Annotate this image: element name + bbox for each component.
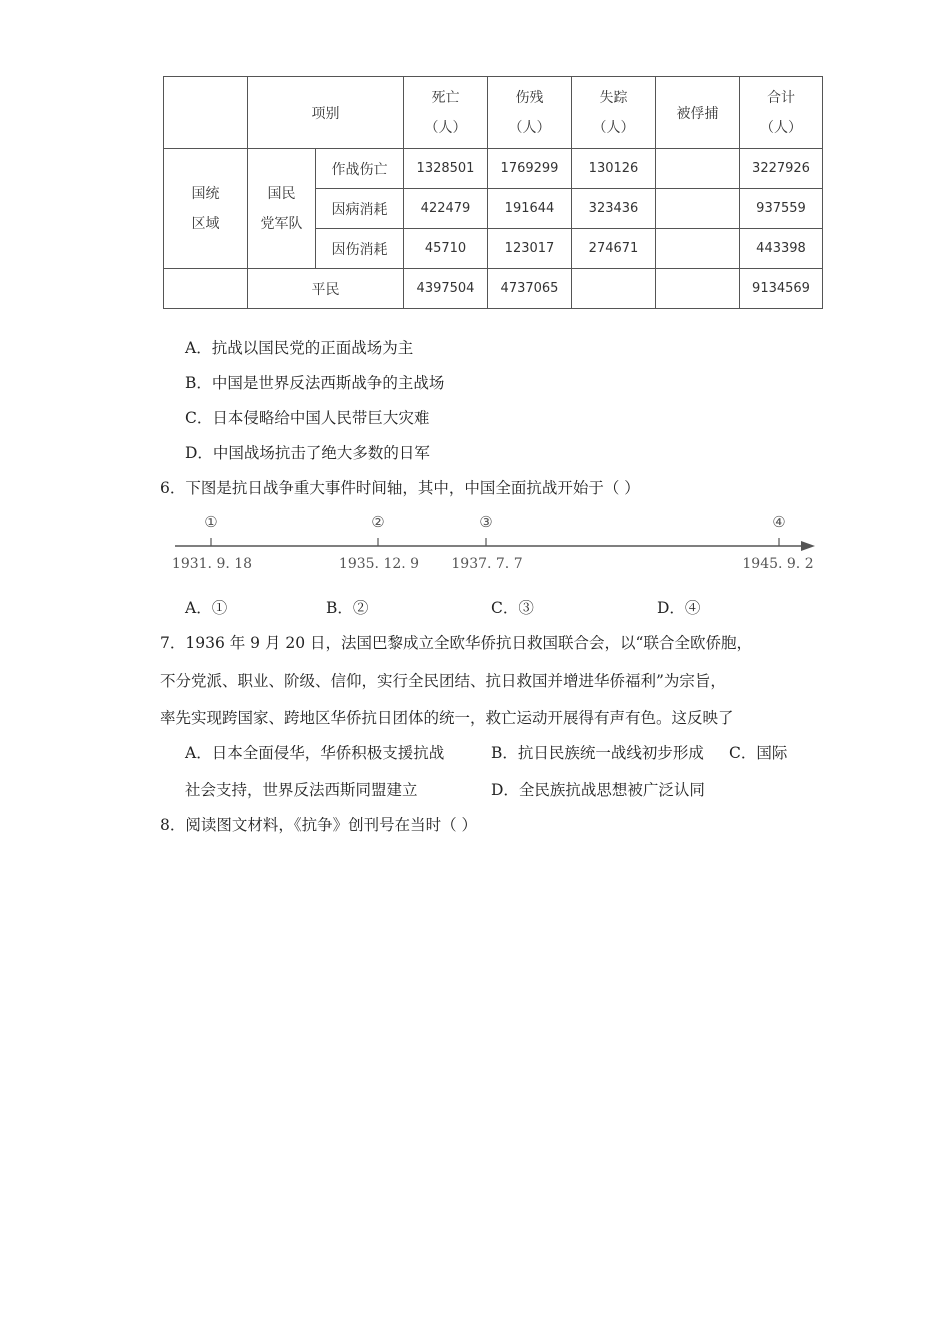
cell-total: 9134569 [740,269,823,309]
table-row [164,149,823,189]
row-label: 作战伤亡 [316,149,404,189]
q7-option-b: B．抗日民族统一战线初步形成 [491,744,704,762]
cell-death: 1328501 [404,149,488,189]
army-cell: 国民 党军队 [248,149,316,269]
row-label: 因病消耗 [316,189,404,229]
q7-option-a: A．日本全面侵华，华侨积极支援抗战 [185,744,445,762]
civilian-blank-cell [164,269,248,309]
cell-injured: 123017 [488,229,572,269]
header-captured: 被俘捕 [656,77,740,149]
q7-stem-line2: 不分党派、职业、阶级、信仰，实行全民团结、抗日救国并增进华侨福利”为宗旨， [160,672,726,690]
q6-stem: 6．下图是抗日战争重大事件时间轴，其中，中国全面抗战开始于（ ） [160,479,640,497]
cell-captured [656,189,740,229]
cell-captured [656,229,740,269]
cell-injured: 1769299 [488,149,572,189]
timeline-date: 1935. 12. 9 [338,556,420,572]
q6-option-a: A．① [185,599,228,617]
q6-option-b: B．② [326,599,369,617]
cell-missing: 130126 [572,149,656,189]
cell-injured: 191644 [488,189,572,229]
q5-option-d: D．中国战场抗击了绝大多数的日军 [185,444,430,462]
cell-missing: 323436 [572,189,656,229]
event-timeline [163,506,823,576]
timeline-date: 1945. 9. 2 [742,556,814,572]
q7-stem-line1: 7．1936 年 9 月 20 日，法国巴黎成立全欧华侨抗日救国联合会，以“联合全欧侨胞， [160,634,752,652]
header-death: 死亡 （人） [404,77,488,149]
cell-captured [656,149,740,189]
header-missing: 失踪 （人） [572,77,656,149]
cell-total: 937559 [740,189,823,229]
cell-missing [572,269,656,309]
q7-option-d: D．全民族抗战思想被广泛认同 [491,781,705,799]
region-cell: 国统 区域 [164,149,248,269]
cell-total: 443398 [740,229,823,269]
row-label: 平民 [248,269,404,309]
q5-option-b: B．中国是世界反法西斯战争的主战场 [185,374,445,392]
q5-option-c: C．日本侵略给中国人民带巨大灾难 [185,409,430,427]
q7-option-c: C．国际 [729,744,788,762]
timeline-mark: ③ [479,513,493,531]
timeline-date: 1937. 7. 7 [451,556,523,572]
q7-option-c-continued: 社会支持，世界反法西斯同盟建立 [185,781,418,799]
cell-captured [656,269,740,309]
cell-missing: 274671 [572,229,656,269]
timeline-axis [163,506,823,576]
casualty-table [163,76,823,309]
q6-option-c: C．③ [491,599,534,617]
cell-death: 422479 [404,189,488,229]
q6-option-d: D．④ [657,599,701,617]
header-item: 项别 [248,77,404,149]
table-row-civilian [164,269,823,309]
row-label: 因伤消耗 [316,229,404,269]
cell-total: 3227926 [740,149,823,189]
table-corner-cell [164,77,248,149]
timeline-mark: ④ [772,513,786,531]
timeline-mark: ② [371,513,385,531]
cell-death: 4397504 [404,269,488,309]
q7-stem-line3: 率先实现跨国家、跨地区华侨抗日团体的统一，救亡运动开展得有声有色。这反映了 [160,709,734,727]
header-total: 合计 （人） [740,77,823,149]
q8-stem: 8．阅读图文材料，《抗争》创刊号在当时（ ） [160,816,478,834]
header-injured: 伤残 （人） [488,77,572,149]
timeline-mark: ① [204,513,218,531]
cell-death: 45710 [404,229,488,269]
q5-option-a: A．抗战以国民党的正面战场为主 [185,339,414,357]
timeline-date: 1931. 9. 18 [171,556,253,572]
table-header-row [164,77,823,149]
cell-injured: 4737065 [488,269,572,309]
